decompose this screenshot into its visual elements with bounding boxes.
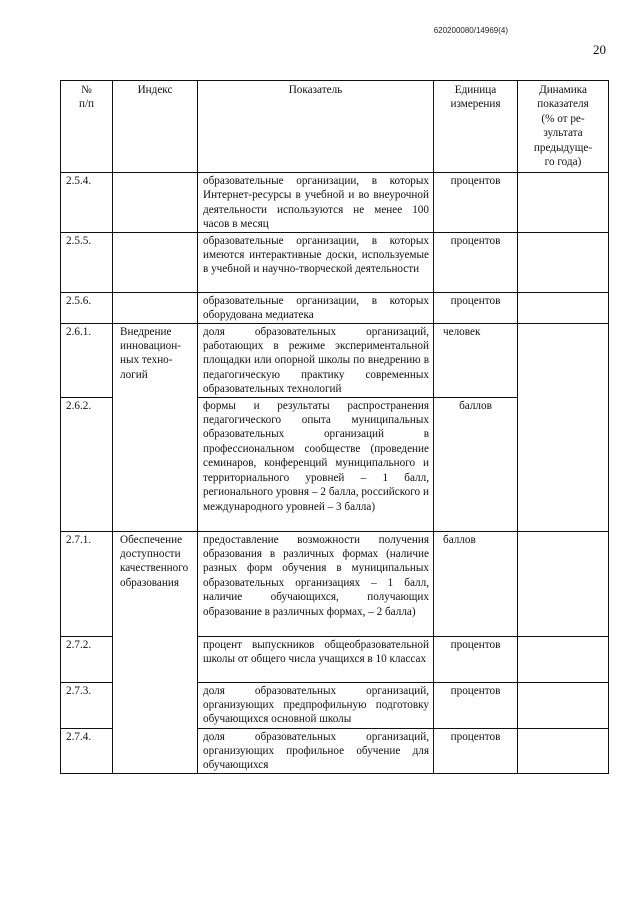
row-index [113, 173, 198, 233]
row-index [113, 292, 198, 323]
row-indicator: процент выпускников общеобразовательной школы от общего числа учащихся в 10 классах [198, 636, 434, 682]
row-number: 2.7.1. [61, 531, 113, 636]
index-label: Обеспечение доступности качественного образования [120, 533, 189, 589]
row-unit: процентов [434, 292, 518, 323]
header-num: № п/п [61, 81, 113, 173]
row-index [113, 531, 198, 773]
row-dynamics [518, 728, 609, 773]
header-dynamics: Динамика показателя (% от ре- зультата предыдуще- го года) [518, 81, 609, 173]
header-indicator: Показатель [198, 81, 434, 173]
row-unit: процентов [434, 173, 518, 233]
row-indicator: образовательные организации, в которых оборудована медиатека [198, 292, 434, 323]
row-number: 2.6.1. [61, 323, 113, 397]
row-indicator: доля образовательных организаций, работающих в режиме экспериментальной площадки или опорной школы по внедрению в педагогическую практику современных образовательных технологий [198, 323, 434, 397]
row-indicator: образовательные организации, в которых Интернет-ресурсы в учебной и во внеурочной деятельности используются не менее 100 часов в месяц [198, 173, 434, 233]
row-number: 2.5.4. [61, 173, 113, 233]
row-number: 2.5.6. [61, 292, 113, 323]
row-indicator: формы и результаты распространения педагогического опыта муниципальных образовательных организаций в профессиональном сообществе (проведение семинаров, конференций муниципального и территориального уровней – 1 балл, регионального уровня – 2 балла, российского и международного уровней – 3 балла) [198, 397, 434, 531]
row-unit: процентов [434, 682, 518, 728]
row-unit: процентов [434, 728, 518, 773]
table-row [61, 292, 609, 323]
row-unit: процентов [434, 232, 518, 292]
indicators-table [60, 80, 609, 774]
row-indicator: предоставление возможности получения образования в различных формах (наличие разных форм обучения в муниципальных образовательных организациях – 1 балл, наличие обучающихся, получающих образование в различных формах, – 2 балла) [198, 531, 434, 636]
table-row [61, 531, 609, 636]
row-unit: человек [434, 323, 518, 397]
table-header-row [61, 81, 609, 173]
row-unit: баллов [434, 397, 518, 531]
row-dynamics [518, 682, 609, 728]
row-dynamics [518, 531, 609, 636]
row-indicator: доля образовательных организаций, организующих предпрофильную подготовку обучающихся основной школы [198, 682, 434, 728]
row-number: 2.6.2. [61, 397, 113, 531]
header-index: Индекс [113, 81, 198, 173]
row-dynamics [518, 323, 609, 531]
row-dynamics [518, 173, 609, 233]
row-number: 2.7.3. [61, 682, 113, 728]
row-unit: процентов [434, 636, 518, 682]
row-dynamics [518, 232, 609, 292]
row-indicator: доля образовательных организаций, организующих профильное обучение для обучающихся [198, 728, 434, 773]
row-dynamics [518, 292, 609, 323]
page-number: 20 [593, 42, 606, 57]
table-row [61, 323, 609, 397]
row-number: 2.7.2. [61, 636, 113, 682]
row-unit: баллов [434, 531, 518, 636]
row-number: 2.7.4. [61, 728, 113, 773]
table-row [61, 232, 609, 292]
header-unit: Единица измерения [434, 81, 518, 173]
row-number: 2.5.5. [61, 232, 113, 292]
row-index [113, 232, 198, 292]
row-indicator: образовательные организации, в которых имеются интерактивные доски, используемые в учебной и научно-творческой деятельности [198, 232, 434, 292]
index-label: Внедрение инновацион- ных техно- логий [120, 325, 181, 381]
document-code: 620200080/14969(4) [433, 26, 508, 35]
row-dynamics [518, 636, 609, 682]
row-index [113, 323, 198, 531]
table-row [61, 173, 609, 233]
